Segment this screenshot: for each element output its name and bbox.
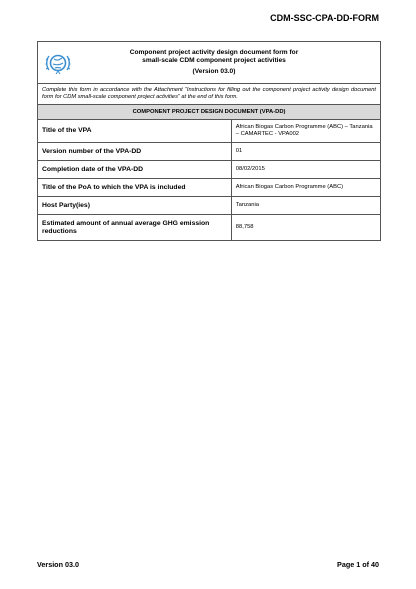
form-table bbox=[37, 41, 381, 241]
row-label-emission-reductions: Estimated amount of annual average GHG emission reductions bbox=[38, 215, 232, 241]
table-row bbox=[38, 120, 381, 143]
row-value-poa-title: African Biogas Carbon Programme (ABC) bbox=[231, 179, 380, 197]
unfccc-logo-icon bbox=[38, 42, 78, 83]
row-label-completion-date: Completion date of the VPA-DD bbox=[38, 161, 232, 179]
form-code: CDM-SSC-CPA-DD-FORM bbox=[270, 13, 379, 23]
section-title-row bbox=[38, 105, 381, 120]
footer-version: Version 03.0 bbox=[37, 560, 79, 569]
row-value-title: African Biogas Carbon Programme (ABC) – Tanzania – CAMARTEC - VPA002 bbox=[231, 120, 380, 143]
form-header-row bbox=[38, 42, 381, 84]
row-label-version: Version number of the VPA-DD bbox=[38, 143, 232, 161]
form-title-line1: Component project activity design document form for bbox=[129, 49, 299, 56]
form-header bbox=[38, 42, 381, 84]
form-title bbox=[78, 49, 380, 76]
row-value-host-party: Tanzania bbox=[231, 197, 380, 215]
instructions-row bbox=[38, 84, 381, 105]
section-title: COMPONENT PROJECT DESIGN DOCUMENT (VPA-DD) bbox=[38, 105, 381, 120]
row-value-version: 01 bbox=[231, 143, 380, 161]
row-label-poa-title: Title of the PoA to which the VPA is included bbox=[38, 179, 232, 197]
instructions-text: Complete this form in accordance with the Attachment “Instructions for filling out the component project activity design document form for CDM small-scale component project activities” at the end of this form. bbox=[38, 84, 381, 105]
table-row bbox=[38, 179, 381, 197]
footer-page-number: Page 1 of 40 bbox=[337, 560, 379, 569]
row-value-completion-date: 08/02/2015 bbox=[231, 161, 380, 179]
form-title-line2: small-scale CDM component project activities bbox=[142, 57, 286, 64]
table-row bbox=[38, 143, 381, 161]
row-label-host-party: Host Party(ies) bbox=[38, 197, 232, 215]
row-label-title: Title of the VPA bbox=[38, 120, 232, 143]
row-value-emission-reductions: 88,758 bbox=[231, 215, 380, 241]
table-row bbox=[38, 161, 381, 179]
form-version: (Version 03.0) bbox=[192, 68, 236, 75]
table-row bbox=[38, 197, 381, 215]
table-row bbox=[38, 215, 381, 241]
